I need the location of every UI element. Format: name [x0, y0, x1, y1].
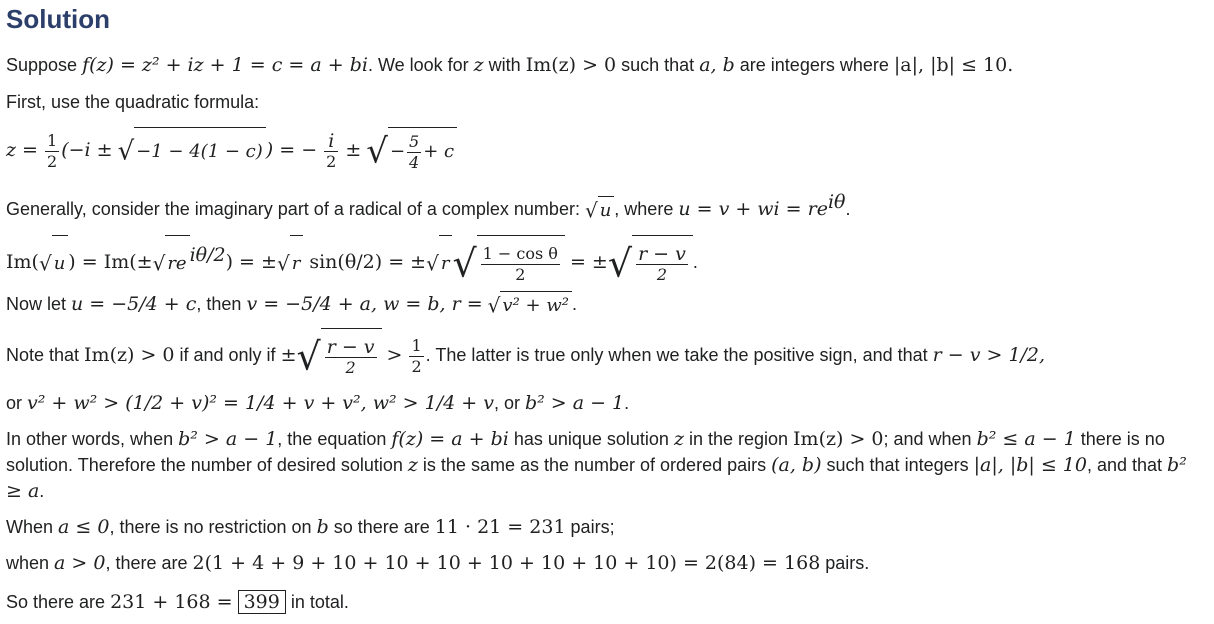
paragraph-condition: Note that Im(z) > 0 if and only if ±√ $\frac{r - v}{2}$ > $\frac{1}{2}$ . The latter is true only when we take the positive sign, and that r − v > 1/2,: [6, 328, 1190, 384]
radical-five-quarters: √ − $\frac{5}{4}$ + c: [366, 127, 457, 175]
solution-heading: Solution: [6, 4, 110, 34]
fraction-i-half: $\frac{i}{2}$: [326, 129, 337, 171]
paragraph-total: So there are 231 + 168 = 399 in total.: [6, 591, 349, 613]
fraction-half: $\frac{1}{2}$: [47, 130, 58, 171]
radical-cos: √ $\frac{\text{1 − cos θ}}{2}$: [452, 235, 565, 291]
paragraph-radical-general: Generally, consider the imaginary part of a radical of a complex number: √ u , where u = v + wi = $re^{i\theta}$.: [6, 191, 851, 223]
paragraph-substitution: Now let u = −5/4 + c, then v = −5/4 + a, w = b, r = √ v² + w² .: [6, 293, 577, 318]
final-answer-box: 399: [238, 590, 286, 614]
paragraph-case-nonpositive: When a ≤ 0, there is no restriction on b so there are 11 · 21 = 231 pairs;: [6, 516, 615, 538]
equation-imaginary-part: Im(√ u ) = Im(±√ re $^{i\theta/2}$) = ±√ r sin(θ/2) = ±√ r√ $\frac{\text{1 − cos θ}}{2}$ = ±√ $\frac{r - v}{2}$ .: [6, 228, 1190, 291]
radical-discriminant: √ −1 − 4(1 − c): [118, 127, 266, 175]
paragraph-quadratic-intro: First, use the quadratic formula:: [6, 92, 260, 112]
paragraph-setup: Suppose f(z) = z² + iz + 1 = c = a + bi. We look for z with Im(z) > 0 such that a, b are integers where |a|, |b| ≤ 10.: [6, 54, 1014, 76]
paragraph-inequality: or v² + w² > (1/2 + v)² = 1/4 + v + v², w² > 1/4 + v, or b² > a − 1.: [6, 392, 630, 414]
equation-quadratic: z = $\frac{1}{2}$ (−i ± √ −1 − 4(1 − c) ) = − $\frac{i}{2}$ ± √ − $\frac{5}{4}$ + c: [6, 127, 1190, 175]
paragraph-case-positive: when a > 0, there are 2(1 + 4 + 9 + 10 + 10 + 10 + 10 + 10 + 10 + 10) = 2(84) = 168 pairs.: [6, 552, 870, 574]
paragraph-other-words: In other words, when b² > a − 1, the equation f(z) = a + bi has unique solution z in the region Im(z) > 0; and when b² ≤ a − 1 there is no solution. Therefore the number of desired solution z is the same as the number of ordered pairs (a, b) such that integers |a|, |b| ≤ 10, and that b² ≥ a.: [6, 428, 1187, 502]
radical-r-minus-v: √ $\frac{r - v}{2}$: [608, 235, 693, 291]
